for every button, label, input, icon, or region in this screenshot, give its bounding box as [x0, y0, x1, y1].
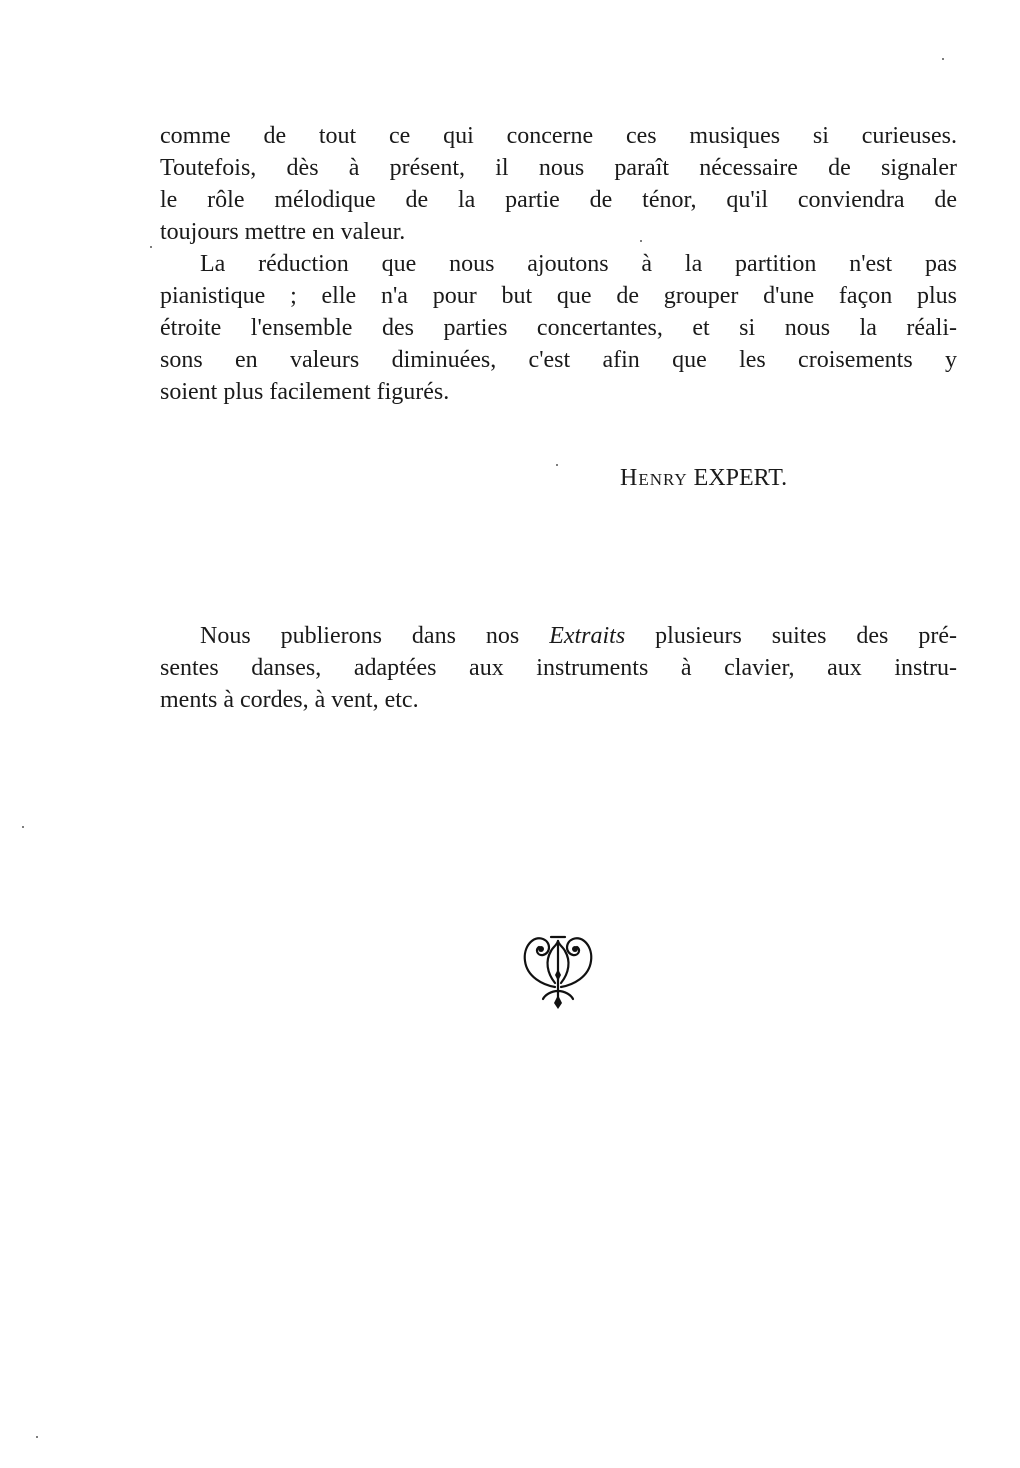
text-line: étroite l'ensemble des parties concertantes, et si nous la réali- [160, 315, 957, 341]
italic-title: Extraits [549, 623, 626, 649]
paragraph-1 [160, 120, 957, 248]
text-line: Toutefois, dès à présent, il nous paraît nécessaire de signaler [160, 155, 957, 181]
scan-speck [150, 246, 152, 248]
text-line [160, 620, 957, 652]
text-line: soient plus facilement figurés. [160, 379, 450, 405]
signature-last-name: EXPERT. [693, 465, 788, 491]
text-line: le rôle mélodique de la partie de ténor, qu'il conviendra de [160, 187, 957, 213]
text-line: pianistique ; elle n'a pour but que de grouper d'une façon plus [160, 283, 957, 309]
text-line: comme de tout ce qui concerne ces musiques si curieuses. [160, 123, 957, 149]
scan-speck [36, 1436, 38, 1438]
text-line: toujours mettre en valeur. [160, 219, 406, 245]
scan-speck [640, 240, 642, 242]
signature [620, 462, 787, 494]
scan-speck [942, 58, 944, 60]
text-line: sentes danses, adaptées aux instruments à clavier, aux instru- [160, 655, 957, 681]
text-line: sons en valeurs diminuées, c'est afin que les croisements y [160, 347, 957, 373]
paragraph-2 [160, 248, 957, 408]
scan-speck [556, 464, 558, 466]
fleuron-ornament-icon [515, 925, 601, 1011]
text-segment: Nous publierons dans nos [200, 623, 550, 649]
text-line: ments à cordes, à vent, etc. [160, 687, 419, 713]
signature-first-name: Henry [620, 465, 688, 491]
text-line: La réduction que nous ajoutons à la partition n'est pas [200, 251, 957, 277]
paragraph-3 [160, 620, 957, 716]
scan-speck [22, 826, 24, 828]
text-segment: plusieurs suites des pré- [625, 623, 957, 649]
